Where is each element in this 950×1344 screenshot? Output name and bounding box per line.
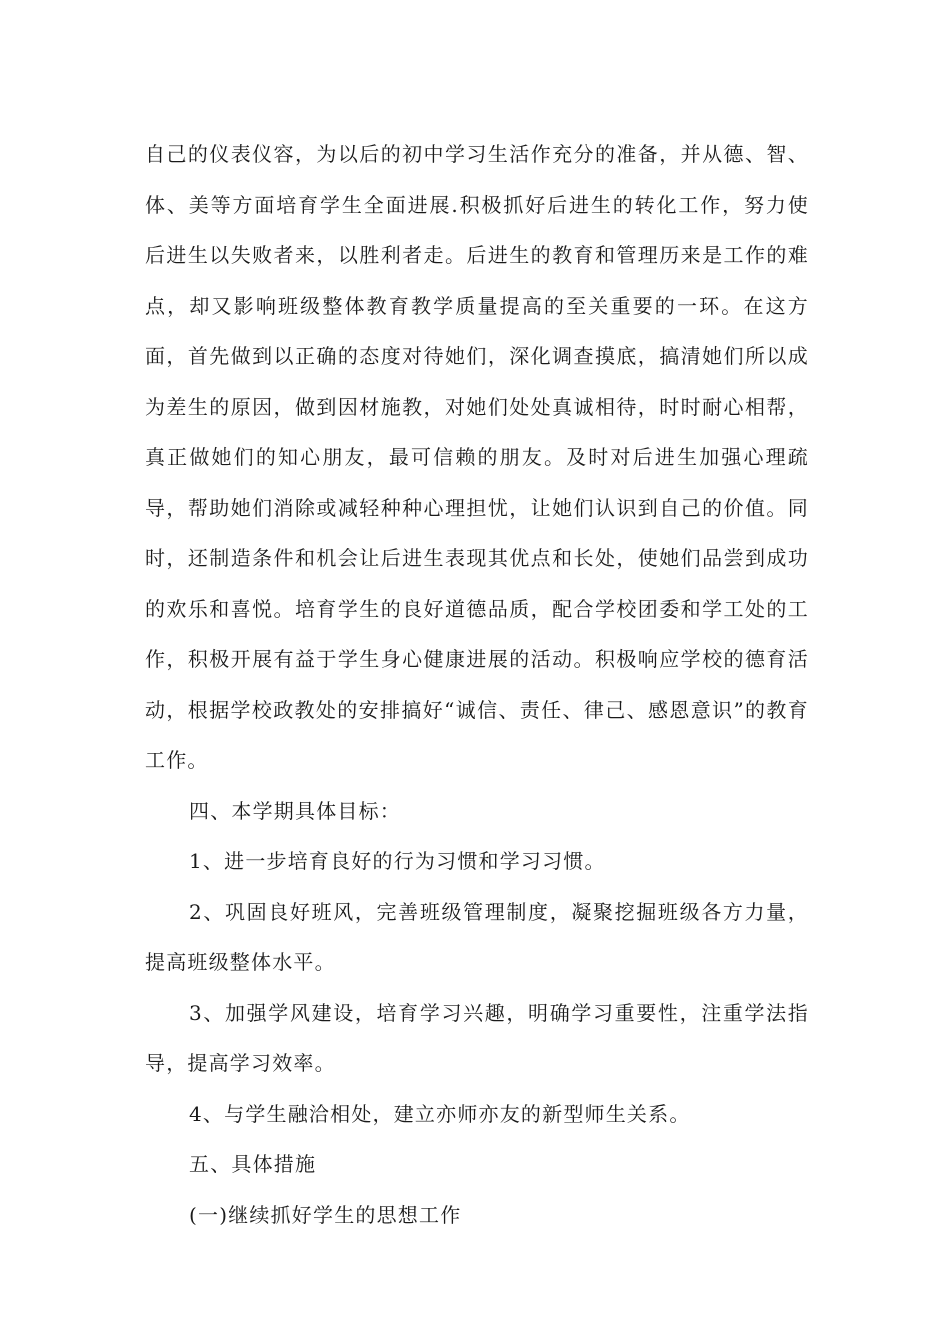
- goal-item-4: 4、与学生融洽相处，建立亦师亦友的新型师生关系。: [189, 1101, 691, 1126]
- section-heading-measures: 五、具体措施: [189, 1152, 317, 1176]
- subsection-heading-thought-work: (一)继续抓好学生的思想工作: [189, 1202, 462, 1227]
- document-body: [145, 129, 809, 1240]
- goal-item-1: 1、进一步培育良好的行为习惯和学习习惯。: [189, 849, 606, 873]
- body-paragraph: 自己的仪表仪容，为以后的初中学习生活作充分的准备，并从德、智、体、美等方面培育学生全面进展.积极抓好后进生的转化工作，努力使后进生以失败者来，以胜利者走。后进生的教育和管理历来是工作的难点，却又影响班级整体教育教学质量提高的至关重要的一环。在这方面，首先做到以正确的态度对待她们，深化调查摸底，搞清她们所以成为差生的原因，做到因材施教，对她们处处真诚相待，时时耐心相帮，真正做她们的知心朋友，最可信赖的朋友。及时对后进生加强心理疏导，帮助她们消除或减轻种种心理担忧，让她们认识到自己的价值。同时，还制造条件和机会让后进生表现其优点和长处，使她们品尝到成功的欢乐和喜悦。培育学生的良好道德品质，配合学校团委和学工处的工作，积极开展有益于学生身心健康进展的活动。积极响应学校的德育活动，根据学校政教处的安排搞好“诚信、责任、律己、感恩意识”的教育工作。: [145, 142, 809, 772]
- section-heading-goals: 四、本学期具体目标：: [189, 798, 401, 823]
- goal-item-2: 2、巩固良好班风，完善班级管理制度，凝聚挖掘班级各方力量，提高班级整体水平。: [145, 899, 809, 974]
- goal-item-3: 3、加强学风建设，培育学习兴趣，明确学习重要性，注重学法指导，提高学习效率。: [145, 1000, 809, 1075]
